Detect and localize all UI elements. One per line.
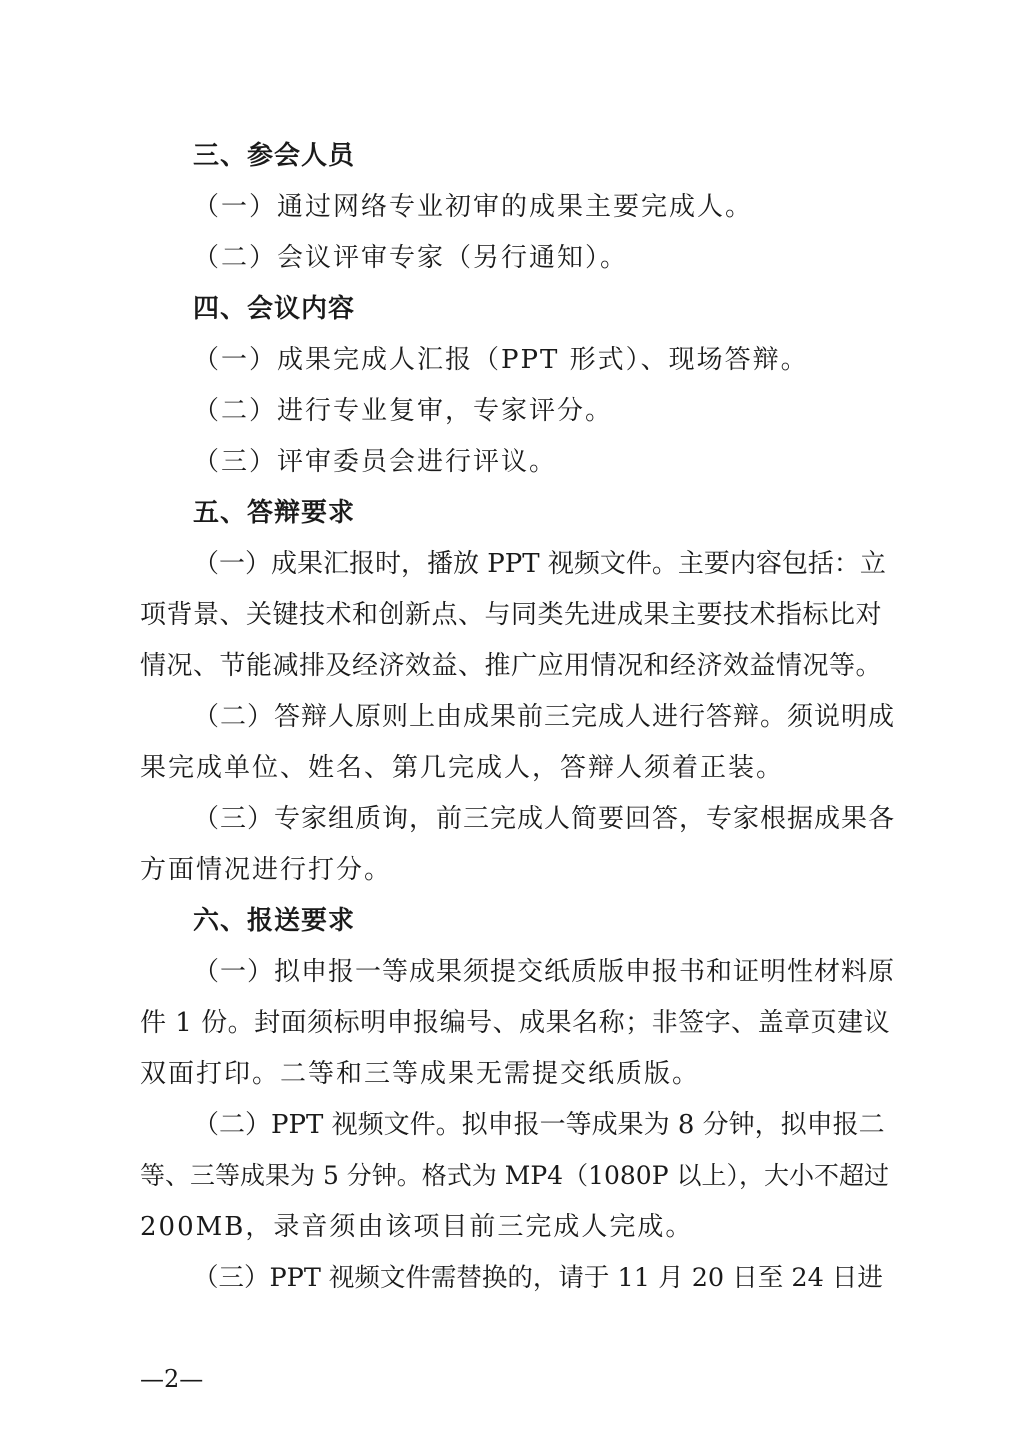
paragraph-line: （三）PPT 视频文件需替换的，请于 11 月 20 日至 24 日进 — [193, 1263, 883, 1293]
section-heading-defense: 五、答辩要求 — [193, 498, 356, 528]
paragraph-line: 等、三等成果为 5 分钟。格式为 MP4（1080P 以上），大小不超过 — [140, 1161, 889, 1190]
section-heading-content: 四、会议内容 — [193, 294, 356, 324]
paragraph-line: 项背景、关键技术和创新点、与同类先进成果主要技术指标比对 — [140, 600, 883, 630]
page-number: —2— — [140, 1365, 204, 1393]
paragraph-line: （一）通过网络专业初审的成果主要完成人。 — [193, 192, 754, 222]
paragraph-line: （二）答辩人原则上由成果前三完成人进行答辩。须说明成 — [193, 702, 896, 732]
paragraph-line: 情况、节能减排及经济效益、推广应用情况和经济效益情况等。 — [140, 651, 883, 681]
paragraph-line: （二）PPT 视频文件。拟申报一等成果为 8 分钟，拟申报二 — [193, 1110, 885, 1140]
paragraph-line: （一）拟申报一等成果须提交纸质版申报书和证明性材料原 — [193, 957, 896, 987]
section-heading-attendees: 三、参会人员 — [193, 141, 356, 171]
paragraph-line: （一）成果完成人汇报（PPT 形式）、现场答辩。 — [193, 345, 809, 375]
paragraph-line: 件 1 份。封面须标明申报编号、成果名称；非签字、盖章页建议 — [140, 1008, 891, 1038]
paragraph-line: 双面打印。二等和三等成果无需提交纸质版。 — [140, 1059, 701, 1089]
paragraph-line: （二）进行专业复审，专家评分。 — [193, 396, 614, 426]
paragraph-line: （二）会议评审专家（另行通知）。 — [193, 243, 629, 273]
paragraph-line: （一）成果汇报时，播放 PPT 视频文件。主要内容包括：立 — [193, 549, 886, 579]
paragraph-line: 200MB，录音须由该项目前三完成人完成。 — [140, 1212, 694, 1242]
paragraph-line: 果完成单位、姓名、第几完成人，答辩人须着正装。 — [140, 753, 785, 783]
paragraph-line: 方面情况进行打分。 — [140, 855, 393, 885]
paragraph-line: （三）评审委员会进行评议。 — [193, 447, 558, 477]
paragraph-line: （三）专家组质询，前三完成人简要回答，专家根据成果各 — [193, 804, 896, 834]
section-heading-submission: 六、报送要求 — [193, 906, 356, 936]
